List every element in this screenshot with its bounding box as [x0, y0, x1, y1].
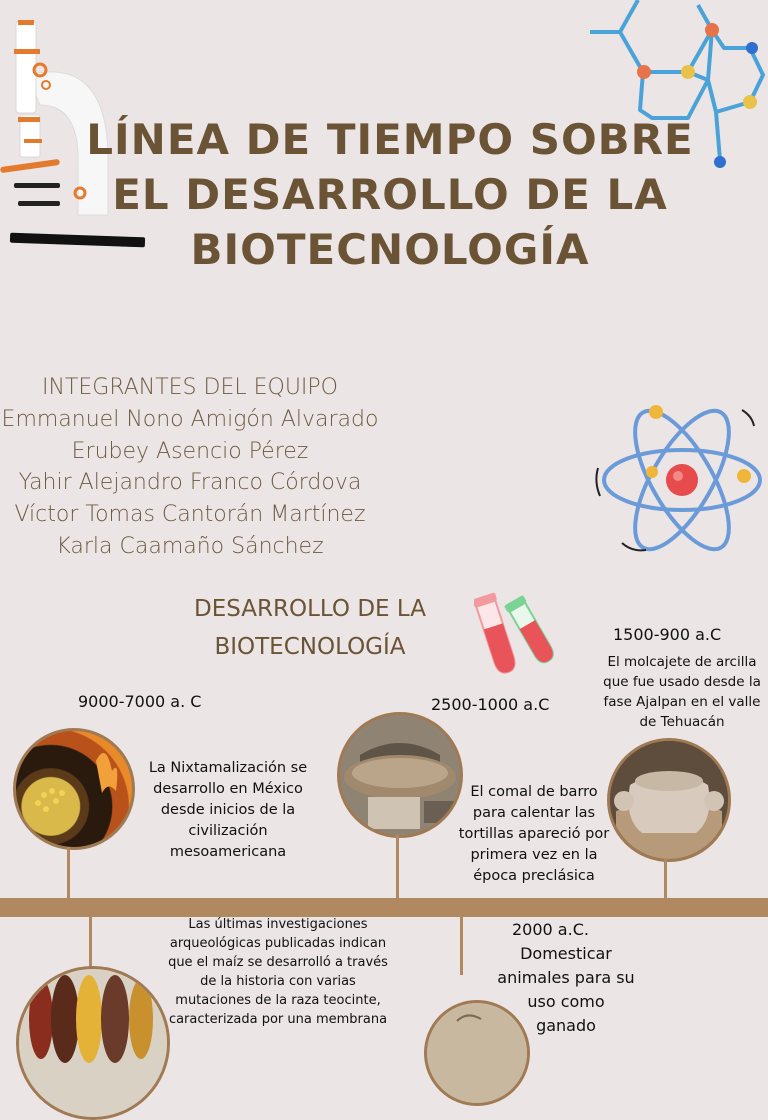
timeline-connector [67, 847, 70, 899]
team-member: Víctor Tomas Cantorán Martínez [14, 502, 366, 528]
event-text: Las últimas investigaciones arqueológicas publicadas indican que el maíz se desarrolló a través de la historia con varias mutaciones de la raza teocinte, caracterizada por una membrana [168, 917, 388, 1027]
timeline-connector [664, 859, 667, 899]
team-member: Yahir Alejandro Franco Córdova [18, 470, 362, 496]
test-tubes-icon [474, 590, 558, 680]
event-text: Domesticar animales para su uso como ganado [497, 944, 635, 1035]
section-title-line: DESARROLLO DE LA [194, 596, 426, 622]
molcajete-photo [607, 738, 731, 862]
atom-icon [592, 398, 768, 560]
event-date: 1500-900 a.C [613, 625, 722, 644]
event-date: 9000-7000 a. C [78, 692, 202, 711]
team-member: Erubey Asencio Pérez [71, 438, 309, 464]
event-text: El molcajete de arcilla que fue usado desde la fase Ajalpan en el valle de Tehuacán [603, 654, 761, 730]
team-member: Emmanuel Nono Amigón Alvarado [1, 406, 379, 432]
section-title [160, 590, 460, 666]
corn-photo [16, 966, 170, 1120]
team-list [0, 372, 380, 563]
event-text: La Nixtamalización se desarrollo en México desde inicios de la civilización mesoamericana [148, 760, 308, 860]
timeline-connector [89, 917, 92, 967]
nixtamalization-photo [13, 728, 135, 850]
team-heading: INTEGRANTES DEL EQUIPO [41, 375, 338, 400]
comal-photo [337, 712, 463, 838]
event-date: 2000 a.C. [512, 920, 589, 939]
page-title: LÍNEA DE TIEMPO SOBRE EL DESARROLLO DE LA BIOTECNOLOGÍA [86, 115, 694, 274]
event-date: 2500-1000 a.C [431, 695, 550, 714]
timeline-connector [396, 835, 399, 899]
team-member: Karla Caamaño Sánchez [56, 533, 324, 559]
section-title-line: BIOTECNOLOGÍA [214, 634, 406, 660]
event-text: El comal de barro para calentar las tortillas apareció por primera vez en la época preclásica [458, 784, 610, 884]
timeline-connector [460, 917, 463, 975]
livestock-photo [424, 1000, 530, 1106]
